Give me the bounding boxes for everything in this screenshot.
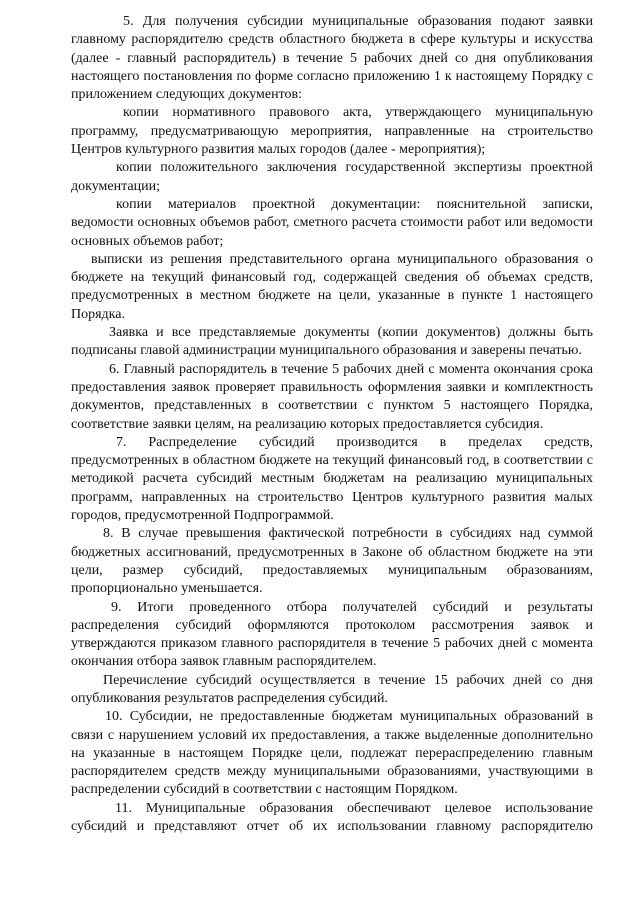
paragraph-5-application: 5. Для получения субсидии муниципальные образования подают заявки главному распорядителю средств областного бюджета в сфере культуры и искусства (далее - главный распорядитель) в течение 5 рабочих дней со дня опубликования настоящего постановления по форме согласно приложению 1 к настоящему Порядку с приложением следующих документов: <box>71 14 593 103</box>
paragraph-signature-requirement: Заявка и все представляемые документы (копии документов) должны быть подписаны главой администрации муниципального образования и заверены печатью. <box>71 325 593 359</box>
paragraph-budget-extracts: выписки из решения представительного органа муниципального образования о бюджете на текущий финансовый год, содержащей сведения об объемах средств, предусмотренных в местном бюджете на цели, указанные в пункте 1 настоящего Порядка. <box>71 251 593 322</box>
paragraph-transfer: Перечисление субсидий осуществляется в течение 15 рабочих дней со дня опубликования результатов распределения субсидий. <box>71 672 593 706</box>
paragraph-11-reporting: 11. Муниципальные образования обеспечивают целевое использование субсидий и представляют отчет об их использовании главному распорядителю <box>71 800 593 835</box>
paragraph-8-excess-demand: 8. В случае превышения фактической потребности в субсидиях над суммой бюджетных ассигнований, предусмотренных в Законе об областном бюджете на эти цели, размер субсидий, предоставляемых муниципальным образованиям, пропорционально уменьшается. <box>71 526 593 597</box>
paragraph-design-copies: копии материалов проектной документации: пояснительной записки, ведомости основных объемов работ, сметного расчета стоимости работ или ведомости основных объемов работ; <box>71 196 593 249</box>
paragraph-program-copies: копии нормативного правового акта, утверждающего муниципальную программу, предусматривающую мероприятия, направленные на строительство Центров культурного развития малых городов (далее - мероприятия); <box>71 105 593 158</box>
paragraph-10-redistribution: 10. Субсидии, не предоставленные бюджетам муниципальных образований в связи с нарушением условий их предоставления, а также выделенные дополнительно на указанные в настоящем Порядке цели, подлежат перераспределению главным распорядителем средств между муниципальными образованиями, участвующими в распределении субсидий в соответствии с настоящим Порядком. <box>71 709 593 798</box>
paragraph-6-review: 6. Главный распорядитель в течение 5 рабочих дней с момента окончания срока предоставления заявок проверяет правильность оформления заявки и комплектность документов, представленных в соответствии с пунктом 5 настоящего Порядка, соответствие заявки целям, на реализацию которых предоставляется субсидия. <box>71 361 593 432</box>
paragraph-expertise-copies: копии положительного заключения государственной экспертизы проектной документации; <box>71 160 593 194</box>
paragraph-9-results: 9. Итоги проведенного отбора получателей субсидий и результаты распределения субсидий оформляются протоколом рассмотрения заявок и утверждаются приказом главного распорядителя в течение 5 рабочих дней с момента окончания отбора заявок главным распорядителем. <box>71 599 593 670</box>
document-body <box>71 13 593 836</box>
paragraph-7-distribution: 7. Распределение субсидий производится в пределах средств, предусмотренных в областном бюджете на текущий финансовый год, в соответствии с методикой расчета субсидий местным бюджетам на реализацию муниципальных программ, направленных на строительство Центров культурного развития малых городов, предусмотренной Подпрограммой. <box>71 434 593 524</box>
